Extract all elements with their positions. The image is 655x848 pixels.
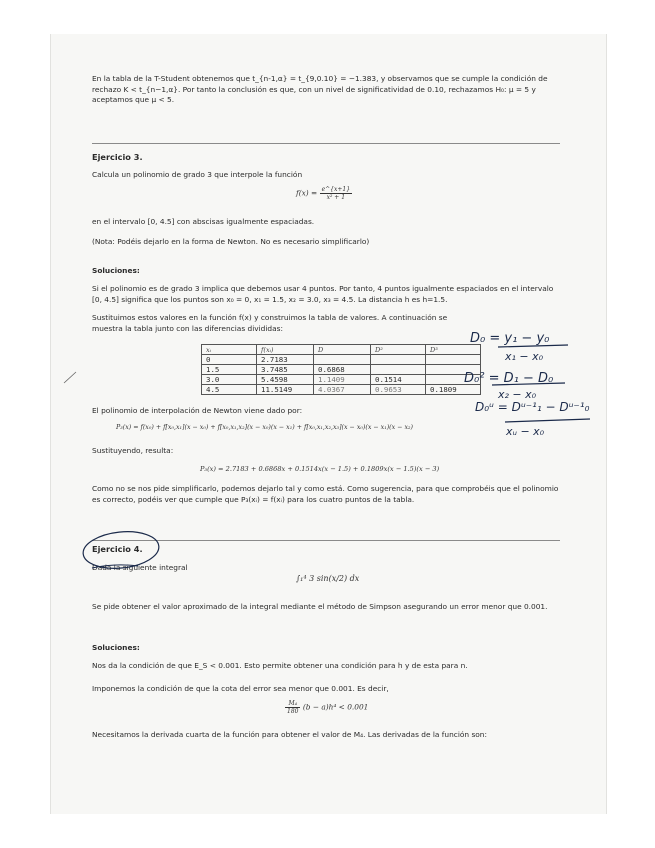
table-cell: 1.5 bbox=[202, 365, 257, 375]
divider-2 bbox=[92, 540, 560, 541]
table-cell: 5.4598 bbox=[257, 375, 314, 385]
ex3-title: Ejercicio 3. bbox=[92, 152, 143, 162]
table-cell: 0 bbox=[202, 355, 257, 365]
ex3-function bbox=[296, 186, 352, 201]
ex4-condition: Nos da la condición de que E_S < 0.001. Esto permite obtener una condición para h y de esta para n. bbox=[92, 661, 468, 670]
table-cell: 3.0 bbox=[202, 375, 257, 385]
ex3-newton-formula: P₃(x) = f(x₀) + f[x₀,x₁](x − x₀) + f[x₀,x₁,x₂](x − x₀)(x − x₁) + f[x₀,x₁,x₂,x₃](x − x₀)(x − x₁)(x − x₂) bbox=[116, 424, 413, 431]
table-header: f(xᵢ) bbox=[257, 345, 314, 355]
table-cell bbox=[371, 365, 426, 375]
table-header-row bbox=[202, 345, 481, 355]
ex4-ask: Se pide obtener el valor aproximado de la integral mediante el método de Simpson asegurando un error menor que 0.001. bbox=[92, 602, 548, 611]
table-cell: 0.1809 bbox=[426, 385, 481, 395]
handwritten-formula-1: D₀ = y₁ − y₀ bbox=[470, 331, 550, 346]
handwritten-formula-3: D₀ᵘ = Dᵘ⁻¹₁ − Dᵘ⁻¹₀ bbox=[475, 400, 590, 414]
table-cell bbox=[426, 355, 481, 365]
ex3-sol-p1: Si el polinomio es de grado 3 implica que debemos usar 4 puntos. Por tanto, 4 puntos igualmente espaciados en el intervalo [0, 4.5] significa que los puntos son x₀ = 0, x₁ = 1.5, x₂ = 3.0, x₃ = 4.5. La distancia h es h=1.5. bbox=[92, 284, 554, 304]
ex3-result-formula: P₃(x) = 2.7183 + 0.6868x + 0.1514x(x − 1.5) + 0.1809x(x − 1.5)(x − 3) bbox=[200, 465, 440, 473]
bound-den: 180 bbox=[287, 708, 299, 715]
divided-differences-table bbox=[201, 344, 481, 395]
ex4-solutions-title: Soluciones: bbox=[92, 643, 140, 652]
ex3-statement: Calcula un polinomio de grado 3 que interpole la función bbox=[92, 170, 303, 179]
table-row bbox=[202, 365, 481, 375]
table-header: D³ bbox=[426, 345, 481, 355]
bound-rest: (b − a)h⁴ < 0.001 bbox=[302, 702, 369, 712]
table-row bbox=[202, 385, 481, 395]
table-cell: 4.0367 bbox=[314, 385, 371, 395]
handwritten-formula-2-den: x₂ − x₀ bbox=[498, 388, 537, 401]
table-cell bbox=[314, 355, 371, 365]
ex3-closing: Como no se nos pide simplificarlo, podemos dejarlo tal y como está. Como sugerencia, para que comprobéis que el polinomio es correcto, podéis ver que cumple que P₃(xᵢ) = f(xᵢ) para los cuatro puntos de la tabla. bbox=[92, 484, 559, 504]
ex4-integral: ∫₁⁴ 3 sin(x/2) dx bbox=[296, 574, 360, 583]
func-num: e^{x+1} bbox=[321, 186, 351, 193]
ex3-solutions-title: Soluciones: bbox=[92, 266, 140, 275]
table-cell: 4.5 bbox=[202, 385, 257, 395]
table-cell: 0.1514 bbox=[371, 375, 426, 385]
table-cell: 11.5149 bbox=[257, 385, 314, 395]
table-header: xᵢ bbox=[202, 345, 257, 355]
bound-num: M₄ bbox=[285, 700, 300, 708]
handwritten-formula-3-den: xᵤ − x₀ bbox=[506, 425, 545, 438]
func-den: x² + 1 bbox=[326, 194, 346, 201]
table-cell bbox=[371, 355, 426, 365]
ex4-statement: Dada la siguiente integral bbox=[92, 563, 188, 572]
table-cell: 0.6868 bbox=[314, 365, 371, 375]
handwritten-formula-1-den: x₁ − x₀ bbox=[505, 350, 544, 363]
intro-paragraph: En la tabla de la T-Student obtenemos que t_{n-1,α} = t_{9,0.10} = −1.383, y observamos que se cumple la condición de rechazo K < t_{n−1,α}. Por tanto la conclusión es que, con un nivel de significatividad de 0.10, rechazamos H₀: μ = 5 y aceptamos que μ < 5. bbox=[92, 74, 548, 104]
table-header: D² bbox=[371, 345, 426, 355]
ex3-sol-p2: Sustituimos estos valores en la función f(x) y construimos la tabla de valores. A continuación se muestra la tabla junto con las diferencias divididas: bbox=[92, 313, 448, 333]
divider-1 bbox=[92, 143, 560, 144]
ex3-subst-text: Sustituyendo, resulta: bbox=[92, 446, 174, 455]
ex3-interval: en el intervalo [0, 4.5] con abscisas igualmente espaciadas. bbox=[92, 217, 315, 226]
ex4-derivatives: Necesitamos la derivada cuarta de la función para obtener el valor de M₄. Las derivadas de la función son: bbox=[92, 730, 487, 739]
table-row bbox=[202, 375, 481, 385]
table-row bbox=[202, 355, 481, 365]
table-cell: 3.7485 bbox=[257, 365, 314, 375]
ex4-error-bound bbox=[285, 700, 368, 715]
table-header: D bbox=[314, 345, 371, 355]
func-lhs: f(x) = bbox=[296, 188, 318, 198]
ex3-note: (Nota: Podéis dejarlo en la forma de Newton. No es necesario simplificarlo) bbox=[92, 237, 370, 246]
table-cell: 1.1409 bbox=[314, 375, 371, 385]
ex4-title: Ejercicio 4. bbox=[92, 544, 143, 554]
table-cell: 0.9653 bbox=[371, 385, 426, 395]
ex4-impose: Imponemos la condición de que la cota del error sea menor que 0.001. Es decir, bbox=[92, 684, 389, 693]
table-cell: 2.7183 bbox=[257, 355, 314, 365]
handwritten-formula-2: D₀² = D₁ − D₀ bbox=[464, 371, 554, 386]
bound-fraction bbox=[285, 700, 300, 715]
ex3-newton-text: El polinomio de interpolación de Newton viene dado por: bbox=[92, 406, 303, 415]
func-fraction bbox=[320, 186, 352, 201]
